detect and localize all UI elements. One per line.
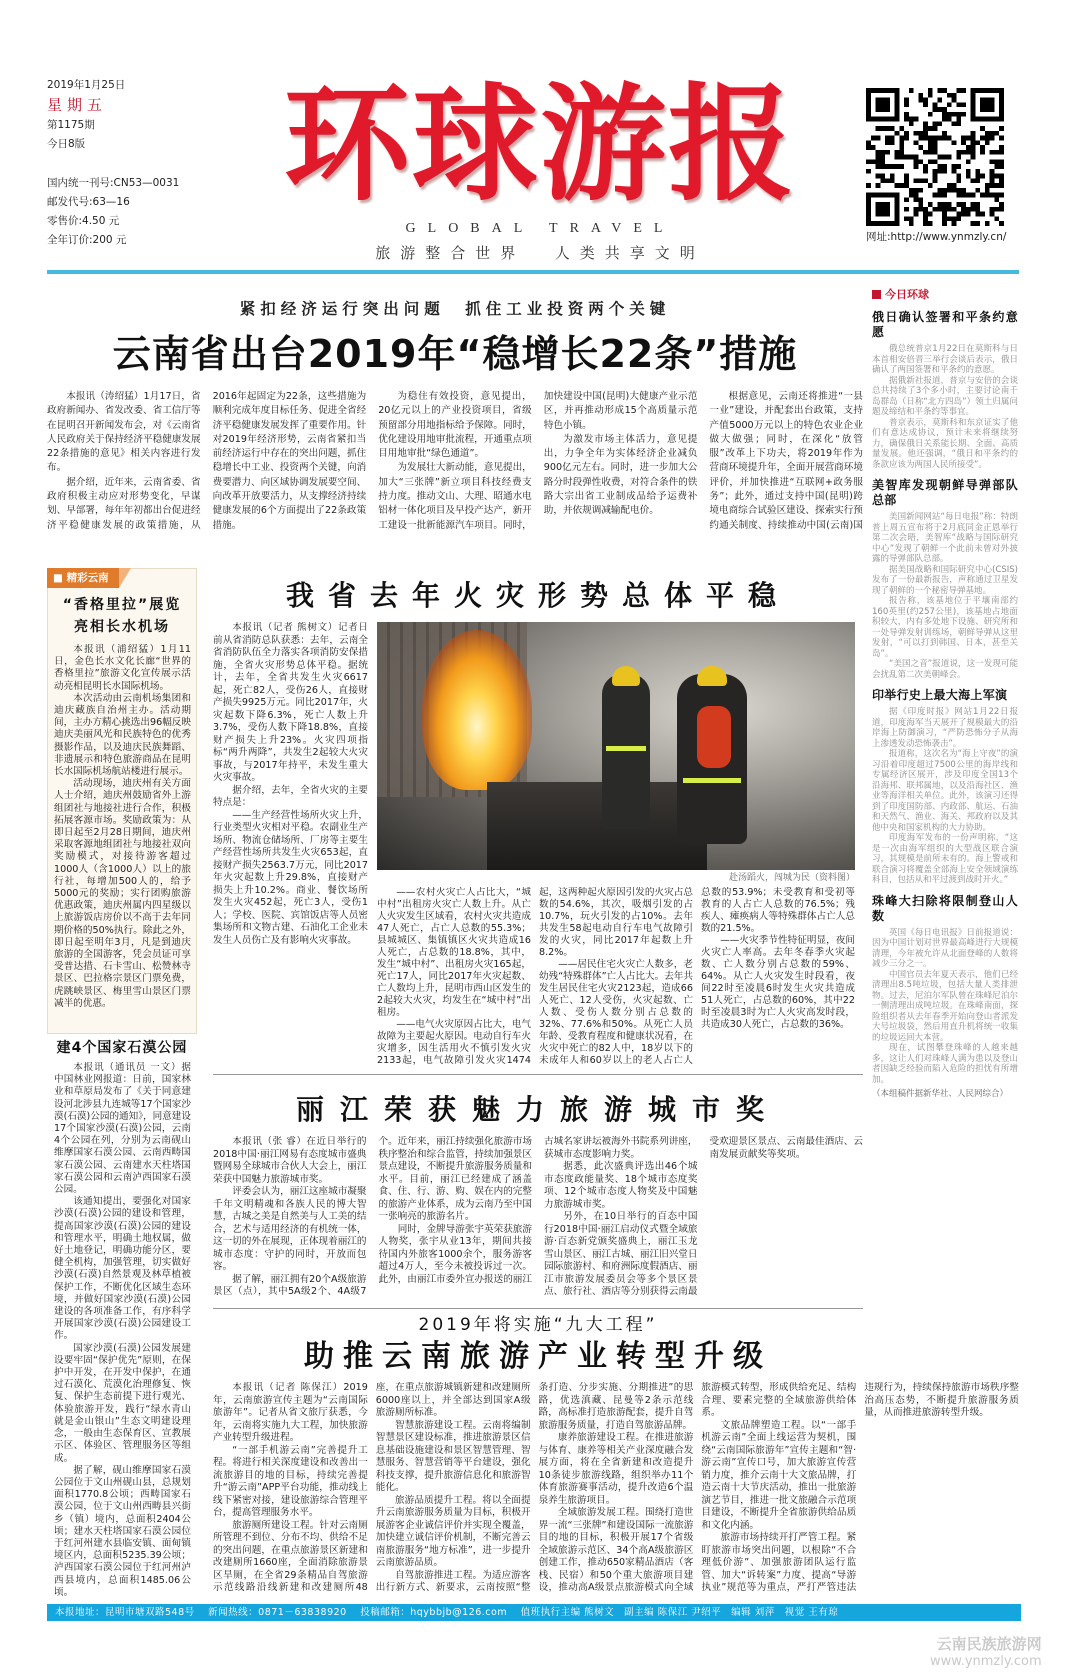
world-article-headline: 俄日确认签署和平条约意愿 [872, 310, 1018, 339]
paragraph: 报告称，该基地位于平壤南部约160英里(约257公里)，该基地占地面积较大，内有多处地下设施、研究所和一处导弹发射训练场，朝鲜导弹从这里发射，“可以打到韩国、日本，甚至关岛”。 [872, 596, 1018, 659]
watermark-name: 云南民族旅游网 [936, 1635, 1042, 1653]
paragraph: 康养旅游建设工程。在推进旅游与体育、康养等相关产业深度融合发展方面，将在全省新建和改造提升10条徒步旅游线路，组织举办11个体育旅游赛事活动，提升改造6个温泉养生旅游项目。 [538, 1432, 694, 1506]
paragraph: 国家沙漠(石漠)公园发展建设要牢固“保护优先”原则，在保护中开发，在开发中保护，在通过石漠化、荒漠化治理修复、恢复、保护生态前提下进行观光、体验旅游开发，践行“绿水青山就是金山银山”生态文明建设理念，一般由生态保育区、宣教展示区、体验区、管理服务区等组成。 [54, 1342, 191, 1464]
paragraph: 评委会认为，丽江这座城市凝聚千年文明精魂和各族人民的博大智慧，古城之美是自然美与人工美的结合，艺术与适用经济的有机统一体，这一切的外在展现，正体现着丽江的城市态度：守护的同时，开放而包容。 [213, 1186, 367, 1272]
helmet-icon [697, 666, 727, 686]
watermark [930, 1636, 1042, 1670]
projects-headline: 助推云南旅游产业转型升级 [304, 1339, 772, 1374]
paragraph: 为激发市场主体活力，意见提出，力争全年为实体经济企业减负900亿元左右。同时，进一步加大公路分时段弹性收费，对符合条件的铁路大宗出省工业制成品给予运费补助，并依规调减输配电价。 [543, 433, 698, 517]
paragraph: 同时，金牌导游张宇英荣获旅游人物奖，张宇从业13年，期间共接待国内外旅客1000余个，服务游客超过4万人，至今未被投诉过一次。此外，由丽江市委外宣办报送的丽江古城名家讲坛被海外书院系列讲座，获城市态度影响力奖。 [378, 1136, 698, 1285]
photo-flame [422, 630, 532, 790]
retail-price: 零售价:4.50 元 [47, 215, 120, 227]
paragraph: 旅游市场持续开打严管工程。紧盯旅游市场突出问题，以根除“不合理低价游”、加强旅游团队运行监管、加大“诉转案”力度、提高“导游执业”规范等为重点，严打严管违法违规行为，持续保持旅游市场秩序整治高压态势，不断提升旅游服务质量，从而推进旅游转型升级。 [701, 1382, 1019, 1593]
world-article-headline: 印举行史上最大海上军演 [872, 688, 1008, 702]
world-article-headline: 美智库发现朝鲜导弹部队总部 [872, 478, 1018, 507]
paragraph: 现在，试图攀登珠峰的人越来越多，这让人们对珠峰人满为患以及登山者因缺乏经验而陷入危险的担忧有所增加。 [872, 1043, 1018, 1085]
masthead-english: GLOBAL TRAVEL [405, 221, 675, 236]
source-credit: （本组稿件据新华社、人民网综合） [872, 1089, 1009, 1099]
divider [213, 1074, 863, 1075]
masthead-logo: 环球游报 [284, 74, 796, 214]
paragraph: 另外，在10日举行的百态中国行2018中国·丽江启动仪式暨全域旅游·百态新党颁奖盛典上，丽江玉龙雪山景区、丽江古城、丽江旧兴堂日园际旅游村、和府洲际度假酒店、丽江市旅游发展委员会等多个景区景点、旅行社、酒店等分别获得云南最受欢迎景区景点、云南最佳酒店、云南发展贡献奖等奖项。 [544, 1136, 863, 1297]
section-tag: ■ 精彩云南 [47, 568, 119, 588]
paragraph: 智慧旅游建设工程。云南将编制智慧景区建设标准，推进旅游景区信息基础设施建设和景区智慧管理、智慧服务、智慧营销等平台建设，强化科技支撑，提升旅游信息化和旅游智能化。 [375, 1419, 531, 1493]
paragraph: 为稳住有效投资，意见提出，20亿元以上的产业投资项目，省级预留部分用地指标给予保障。同时，优化建设用地审批流程，开通重点项目用地审批“绿色通道”。 [378, 391, 532, 460]
paragraph: 本报讯（张 睿）在近日举行的2018中国·丽江网易有态度城市盛典暨网易全球城市合伙人大会上，丽江荣获中国魅力旅游城市奖。 [213, 1136, 367, 1185]
feature-headline-line: 亮相长水机场 [74, 619, 170, 635]
paragraph: 英国《每日电讯报》日前报道说：因为中国计划对世界最高峰进行大规模清理，今年被允许从北面登峰的人数将减少三分之一。 [872, 927, 1018, 969]
world-article-headline: 珠峰大扫除将限制登山人数 [872, 893, 1018, 923]
paragraph: 本报讯（浦绍猛）1月11日，金色长水文化长廊“世界的香格里拉”旅游文化宣传展示活动亮相昆明长水国际机场。 [54, 644, 191, 692]
lead-subheadline: 紧扣经济运行突出问题 抓住工业投资两个关键 [239, 300, 671, 318]
paragraph: 全域旅游发展工程。围绕打造世界一流“三张牌”和建设国际一流旅游目的地的目标，积极开展17个省级全域旅游示范区、34个高A级旅游区创建工作，推动650家精品酒店（客栈、民宿）和50个重大旅游项目建设，推动高A级景点旅游模式向全域旅游模式转型，形成供给充足、结构合理、要素完整的全域旅游供给体系。 [538, 1382, 857, 1593]
feature-body [54, 644, 191, 1030]
lijiang-headline: 丽江荣获魅力旅游城市奖 [295, 1093, 780, 1126]
weekday: 星期五 [47, 96, 108, 114]
feature-headline-line: “香格里拉”展览 [62, 597, 182, 613]
paragraph: 俄总统普京1月22日在莫斯科与日本首相安倍晋三举行会谈后表示，俄日确认了两国签署和平条约的意愿。 [872, 344, 1018, 375]
lead-body [47, 390, 863, 542]
section-label-text: 今日环球 [885, 288, 929, 301]
projects-subheadline: 2019年将实施“九大工程” [418, 1315, 658, 1335]
qr-code [866, 88, 1004, 226]
paragraph: 自驾旅游推进工程。为适应游客出行新方式、新要求，云南按照“整条打造、分步实施、分期推进”的思路，优选滇藏、昆曼等2条示范线路，高标准打造旅游配套，提升自驾旅游服务质量，打造自驾旅游品牌。 [375, 1382, 694, 1593]
divider [213, 1308, 863, 1309]
footer-email[interactable]: 投稿邮箱：hqybbjb@126.com [360, 1607, 508, 1618]
world-news-column [872, 288, 1018, 1378]
fire-headline: 我省去年火灾形势总体平稳 [285, 579, 790, 612]
photo-ground [487, 782, 707, 870]
paragraph: 根据意见，云南还将推进“一县一业”建设，并配套出台政策，支持产值5000万元以上的特色农业企业做大做强；同时，在深化“放管服”改革上下功夫，将2019年作为营商环境提升年，全面开展营商环境评价，并加快推进“互联网+政务服务”；此外，通过支持中国(昆明)跨境电商综合试验区建设、探索实行预约通关制度、持续推动中国(云南)国 [709, 391, 863, 531]
paragraph: 美国新闻网站“每日电报”称：特朗普上周五宣布将于2月底同金正恩举行第二次会晤，美智库“战略与国际研究中心”发现了朝鲜一个此前未曾对外披露的导弹部队总部。 [872, 512, 1018, 564]
slogan: 旅游整合世界 人类共享文明 [375, 244, 705, 262]
photo-caption: 赴汤蹈火，闯城为民（资料图） [728, 873, 855, 883]
paragraph: 该通知提出，要强化对国家沙漠(石漠)公园的建设和管理，提高国家沙漠(石漠)公园的建设和管理水平，明确土地权属，做好土地登记，明确功能分区，要健全机构，加强管理，切实做好沙漠(石漠)自然景观及林草植被保护工作，不断优化区域生态环境，并做好国家沙漠(石漠)公园建设的各项准备工作，有序科学开展国家沙漠(石漠)公园建设工作。 [54, 1196, 191, 1342]
footer-hotline: 新闻热线：0871－63838920 [208, 1607, 347, 1618]
paragraph: “美国之音”报道说，这一发现可能会扰乱第二次美朝峰会。 [872, 659, 1018, 680]
paragraph: ——居民住宅火灾亡人数多，老幼残“特殊群体”亡人占比大。去年共发生居民住宅火灾2123起，造成66人死亡、12人受伤，火灾起数、亡人数、受伤人数分别占总数的32%、77.6%和50%。从死亡人员年龄、受教育程度和健康状况看，在火灾中死亡的82人中，18岁以下的未成年人和60岁以上的老人占亡人总数的53.9%；未受教育和受初等教育的人占亡人总数的76.5%；残疾人、瘫痪病人等特殊群体占亡人总数的21.5%。 [539, 887, 855, 1066]
air-tank [697, 706, 731, 768]
paragraph: 普京表示，莫斯科和东京证实了他们有意达成协议，预计未来将继续努力，确保俄日关系能长期、全面、高质量发展。他还强调，“俄日和平条约的条款应该为两国人民所接受”。 [872, 417, 1018, 470]
paragraph: 本报讯（记者 熊树文）记者日前从省消防总队获悉：去年，云南全省消防队伍全力落实各项消防安保措施，全省火灾形势总体平稳。据统计，去年，全省共发生火灾6617起，死亡82人，受伤26人，直接财产损失9925万元。同比2017年，火灾起数下降6.3%，死亡人数上升3.7%，受伤人数下降18.8%，直接财产损失上升23%。火灾四项指标“两升两降”，共发生2起较大火灾事故，与2017年持平，未发生重大火灾事故。 [213, 622, 368, 783]
reflective-stripe [606, 746, 646, 751]
lead-headline: 云南省出台2019年“稳增长22条”措施 [112, 332, 798, 376]
lijiang-body [213, 1136, 863, 1302]
website-url: 网址:http://www.ynmzly.cn/ [866, 231, 1007, 243]
paragraph: ——电气火灾原因占比大，电气故障为主要起火原因。电动自行车火灾增多，因生活用火不慎引发火灾2133起，电气故障引发火灾1474起，这两种起火原因引发的火灾占总数的54.6%，其次，吸烟引发的占10.7%，玩火引发的占10%。去年共发生58起电动自行车电气故障引发的火灾，同比2017年起数上升8.2%。 [377, 887, 693, 1066]
paragraph: 据了解，砚山维摩国家石漠公园位于文山州砚山县，总规划面积1770.8公顷；西畴国家石漠公园，位于文山州西畴县兴街乡（镇）境内，总面积2404公顷；建水天柱塔国家石漠公园位于红河州建水县临安镇、面甸镇境区内，总面积5235.39公顷；泸西国家石漠公园位于红河州泸西县境内，总面积1485.06公顷。 [54, 1464, 191, 1598]
paragraph: 中国官员去年夏天表示，他们已经清理出8.5吨垃圾，包括大量人类排泄物。过去，尼泊尔军队曾在珠峰尼泊尔一侧清理出成吨垃圾。在珠峰南面，探险组织者从去年春季开始向登山者派发大号垃圾袋，然后用直升机将统一收集的垃圾运回大本营。 [872, 969, 1018, 1043]
footer-address: 本报地址：昆明市塘双路548号 [55, 1607, 195, 1618]
paragraph: 文旅品牌塑造工程。以“一部手机游云南”全面上线运营为契机，围绕“云南国际旅游年”宣传主题和“智·游云南”宣传口号，加大旅游宣传营销力度，推介云南十大文旅品牌，打造云南十大节庆活动，推出一批旅游演艺节目，推进一批文旅融合示范项目建设，不断提升全省旅游供给品质和文化内涵。 [701, 1419, 857, 1531]
paragraph: 据悉，此次盛典评选出46个城市态度政能量奖、18个城市态度奖项、12个城市态度人物奖及中国魅力旅游城市奖。 [544, 1161, 698, 1210]
paragraph: 本报讯（涛绍猛）1月17日，省政府新闻办、省发改委、省工信厅等在昆明召开新闻发布会，对《云南省人民政府关于保持经济平稳健康发展22条措施的意见》相关内容进行发布。 [47, 391, 201, 474]
issue-date: 2019年1月25日 [47, 79, 126, 91]
paragraph: ——农村火灾亡人占比大，“城中村”出租房火灾亡人数上升。从亡人火灾发生区域看，农村火灾共造成47人死亡，占亡人总数的55.3%；县城城区、集镇镇区火灾共造成16人死亡，占总数的18.8%，其中，发生“城中村”、出租房火灾165起，死亡17人，同比2017年火灾起数、亡人数均上升，昆明市西山区发生的2起较大火灾，均发生在“城中村”出租房。 [377, 887, 531, 1018]
paragraph: 据介绍，近年来，云南省委、省政府积极主动应对形势变化，早谋划、早部署，每年年初都出台促进经济平稳健康发展的政策措施，从2016年起固定为22条，这些措施为顺利完成年度目标任务、促进全省经济平稳健康发展发挥了重要作用。针对2019年经济形势，云南省紧扣当前经济运行中存在的突出问题，抓住稳增长中工业、投资两个关键，向消费要潜力、向区域协调发展要空间、向改革开放要活力，从支撑经济持续健康发展的6个方面提出了22条政策措施。 [47, 391, 367, 531]
footer-bar [47, 1604, 1021, 1621]
watermark-url: www.ynmzly.com [930, 1654, 1042, 1669]
paragraph: 据《印度时报》网站1月22日报道，印度海军当天展开了规模最大的沿岸海上防御演习，“严防恐怖分子从海上渗透发动恐怖袭击”。 [872, 707, 1018, 749]
section-label [872, 288, 1018, 302]
paragraph: 活动现场，迪庆州有关方面人士介绍，迪庆州鼓励省外上游组团社与地接社进行合作，积极拓展客源市场。奖励政策为：从即日起至2月28日期间，迪庆州采取客源地组团社与地接社双向奖励模式，对接待游客超过1000人（含1000人）以上的旅行社，每增加500人的，给予5000元的奖励；实行团购旅游优惠政策，迪庆州属内四星级以上旅游饭店房价以不高于去年同期价格的50%执行。除此之外，即日起至明年3月，凡是到迪庆旅游的全国游客，凭会员证可享受普达措、石卡雪山、松赞林寺景区、巴拉格宗景区门票免费，虎跳峡景区、梅里雪山景区门票减半的优惠。 [54, 778, 191, 1009]
paragraph: 据俄新社报道，普京与安倍的会谈总共持续了3个多小时，主要讨论南千岛群岛（日称“北方四岛”）领土归属问题及缔结和平条约等事宜。 [872, 375, 1018, 417]
projects-body [213, 1382, 1019, 1602]
paragraph: 旅游品质提升工程。将以全面提升云南旅游服务质量为目标，积极开展游客企业诚信评价并实现全覆盖，加快建立诚信评价机制，不断完善云南旅游服务“地方标准”，进一步提升云南旅游品质。 [375, 1494, 531, 1568]
paragraph: 本次活动由云南机场集团和迪庆藏族自治州主办。活动期间，主办方精心挑选出96幅反映迪庆美丽风光和民族特色的优秀摄影作品，以及迪庆民族舞蹈、非遗展示和特色旅游商品在昆明长水国际机场航站楼进行展示。 [54, 692, 191, 778]
cn-number: 国内统一刊号:CN53—0031 [47, 177, 180, 189]
header-rule [47, 270, 1019, 274]
section-tag-label: 精彩云南 [66, 572, 109, 584]
desert-headline: 建4个国家石漠公园 [56, 1040, 188, 1056]
paragraph: ——火灾季节性特征明显，夜间火灾亡人率高。去年冬春季火灾起数、亡人数分别占总数的59%、64%。从亡人火灾发生时段看，夜间22时至凌晨6时发生火灾共造成51人死亡，占总数的60%，其中22时至凌晨3时为亡人火灾高发时段，共造成30人死亡，占总数的36%。 [701, 935, 855, 1030]
fire-body-columns [377, 887, 855, 1069]
paragraph: 据了解，丽江拥有20个A级旅游景区（点），其中5A级2个、4A级7个。近年来，丽江持续强化旅游市场秩序整治和综合监管，持续加强景区景点建设，不断提升旅游服务质量和水平。目前，丽江已经建成了涵盖食、住、行、游、购、娱在内的完整的旅游产业体系，成为云南乃至中国一张响亮的旅游名片。 [213, 1136, 532, 1297]
paragraph: 为发展壮大新动能，意见提出，加大“三张牌”新立项目科技经费支持力度。推动文山、大理、昭通水电铝材一体化项目及早投产达产，新开工建设一批新能源汽车项目。同时，加快建设中国(昆明)大健康产业示范区，并再推动形成15个高质量示范特色小镇。 [378, 391, 698, 531]
paragraph: ——生产经营性场所火灾上升，行业类型火灾相对平稳。农副业生产场所、物流仓储场所、厂房等主要生产经营性场所共发生火灾653起，直接财产损失2563.7万元，同比2017年火灾起数上升29.8%，直接财产损失上升10.2%。商业、餐饮场所发生火灾452起，死亡3人，受伤1人；学校、医院、宾馆饭店等人员密集场所和文物古建、石油化工企业未发生人员伤亡及有影响火灾事故。 [213, 809, 368, 946]
reflective-stripe [683, 778, 741, 783]
paragraph: 本报讯（通讯员 一文）据中国林业网报道：日前，国家林业和草原局发布了《关于同意建设河北涉县九连城等17个国家沙漠(石漠)公园的通知》，同意建设17个国家沙漠(石漠)公园，云南4个公园在列，分别为云南砚山维摩国家石漠公园、云南西畴国家石漠公园、云南建水天柱塔国家石漠公园和云南泸西国家石漠公园。 [54, 1062, 191, 1196]
fire-body-left [213, 622, 368, 1068]
paragraph: 印度海军发布的一份声明称，“这是一次由海军组织的大型战区联合演习，其规模是前所未有的。海上警戒和联合演习将覆盖全部海上安全领域演练科目，包括从和平过渡到战时开火。” [872, 833, 1018, 885]
annual-price: 全年订价:200 元 [47, 234, 127, 246]
firefighter-1 [602, 674, 650, 829]
desert-body [54, 1062, 191, 1600]
paragraph: 据介绍，去年，全省火灾的主要特点是： [213, 784, 368, 808]
paragraph: “一部手机游云南”完善提升工程。将进行相关深度建设和改善出一流旅游目的地的目标，持续完善提升“游云南”APP平台功能，推动线上线下紧密对接，建设旅游综合管理平台，提高管理服务水平。 [213, 1444, 368, 1518]
square-bullet-icon [872, 290, 881, 299]
paragraph: 据美国战略和国际研究中心(CSIS)发布了一份最新报告，声称通过卫星发现了朝鲜的一个秘密导弹基地。 [872, 564, 1018, 596]
paragraph: 旅游厕所建设工程。针对云南厕所管理不到位、分布不均、供给不足的突出问题，在重点旅游景区新建和改建厕所1660座，全面消除旅游景区旱厕，在全省29条精品自驾旅游示范线路沿线新建和改建厕所48座，在重点旅游城镇新建和改建厕所6000座以上，并全部达到国家A级旅游厕所标准。 [213, 1382, 531, 1593]
footer-staff: 值班执行主编 熊树文 副主编 陈保江 尹绍平 编辑 刘萍 视觉 王有琼 [520, 1607, 839, 1618]
paragraph: 报道称，这次名为“海上守夜”的演习沿着印度超过7500公里的海岸线和专属经济区展开，涉及印度全国13个沿海邦、联邦属地，以及沿海社区、渔业等海洋相关单位。此外，该演习还得到了印度国防部、内政部、航运、石油和天然气、渔业、海关、邦政府以及其他中央和国家机构的大力协助。 [872, 749, 1018, 833]
feature-headline [47, 594, 197, 638]
paragraph: 本报讯（记者 陈保江）2019年，云南旅游宣传主题为“云南国际旅游年”。记者从省文旅厅获悉，今年，云南将实施九大工程，加快旅游产业转型升级进程。 [213, 1382, 368, 1443]
issue-number: 第1175期 [47, 119, 95, 131]
firefighter-2 [677, 674, 747, 844]
firefighters-photo [377, 622, 855, 870]
helmet-icon [612, 666, 640, 686]
postal-code: 邮发代号:63—16 [47, 196, 130, 208]
page-count: 今日8版 [47, 138, 86, 150]
